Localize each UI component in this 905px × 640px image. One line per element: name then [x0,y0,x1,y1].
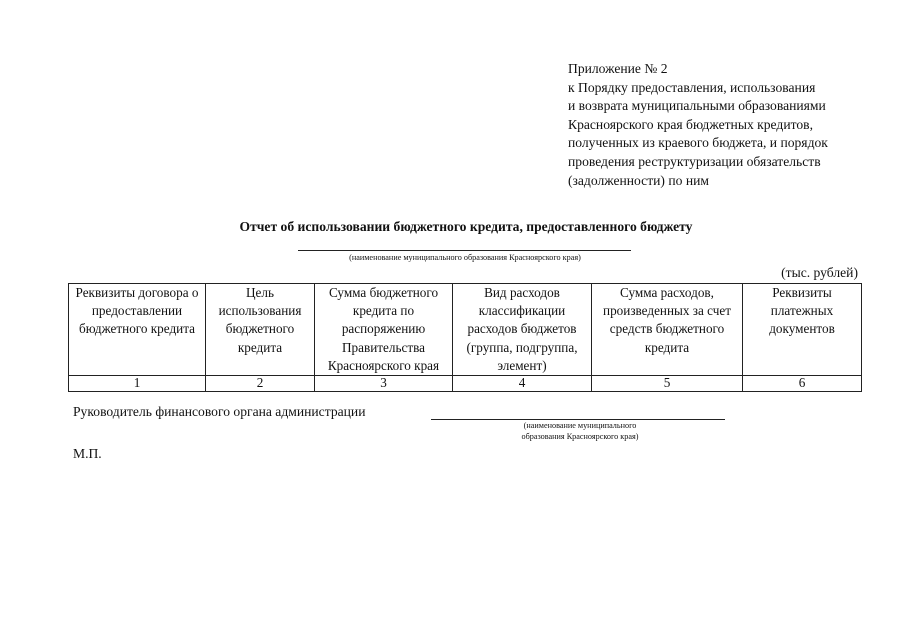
signature-caption [480,421,680,442]
appendix-line: полученных из краевого бюджета, и порядок [568,135,828,151]
stamp-place-label: М.П. [73,446,102,461]
table-number-cell: 3 [315,376,453,392]
table-number-cell: 6 [743,376,862,392]
table-header-cell: Сумма бюджетного кредита по распоряжению Правительства Красноярского края [315,284,453,376]
appendix-line: и возврата муниципальными образованиями [568,98,826,114]
table-header-cell: Сумма расходов, произведенных за счет средств бюджетного кредита [592,284,743,376]
municipality-name-caption: (наименование муниципального образования Красноярского края) [349,253,581,262]
appendix-line: (задолженности) по ним [568,172,709,188]
signature-caption-line: (наименование муниципального [523,421,637,430]
appendix-line: Приложение № 2 [568,61,668,76]
report-title: Отчет об использовании бюджетного кредита, предоставленного бюджету [239,219,693,234]
table-number-cell: 1 [69,376,206,392]
signer-label: Руководитель финансового органа администрации [73,404,366,419]
table-header-cell: Цель использования бюджетного кредита [206,284,315,376]
signature-line [431,419,725,420]
table-number-cell: 4 [453,376,592,392]
municipality-name-line [298,250,631,251]
table-header-cell: Реквизиты договора о предоставлении бюджетного кредита [69,284,206,376]
signature-caption-line: образования Красноярского края) [521,431,639,441]
table-number-cell: 2 [206,376,315,392]
table-header-cell: Реквизиты платежных документов [743,284,862,376]
appendix-line: Красноярского края бюджетных кредитов, [568,116,813,132]
table-header-row [69,284,862,376]
units-label: (тыс. рублей) [781,265,858,280]
table-header-cell: Вид расходов классификации расходов бюджетов (группа, подгруппа, элемент) [453,284,592,376]
table-number-row [69,376,862,392]
appendix-block [568,60,898,190]
appendix-line: к Порядку предоставления, использования [568,79,816,95]
table-number-cell: 5 [592,376,743,392]
report-table [68,283,862,392]
appendix-line: проведения реструктуризации обязательств [568,153,821,169]
